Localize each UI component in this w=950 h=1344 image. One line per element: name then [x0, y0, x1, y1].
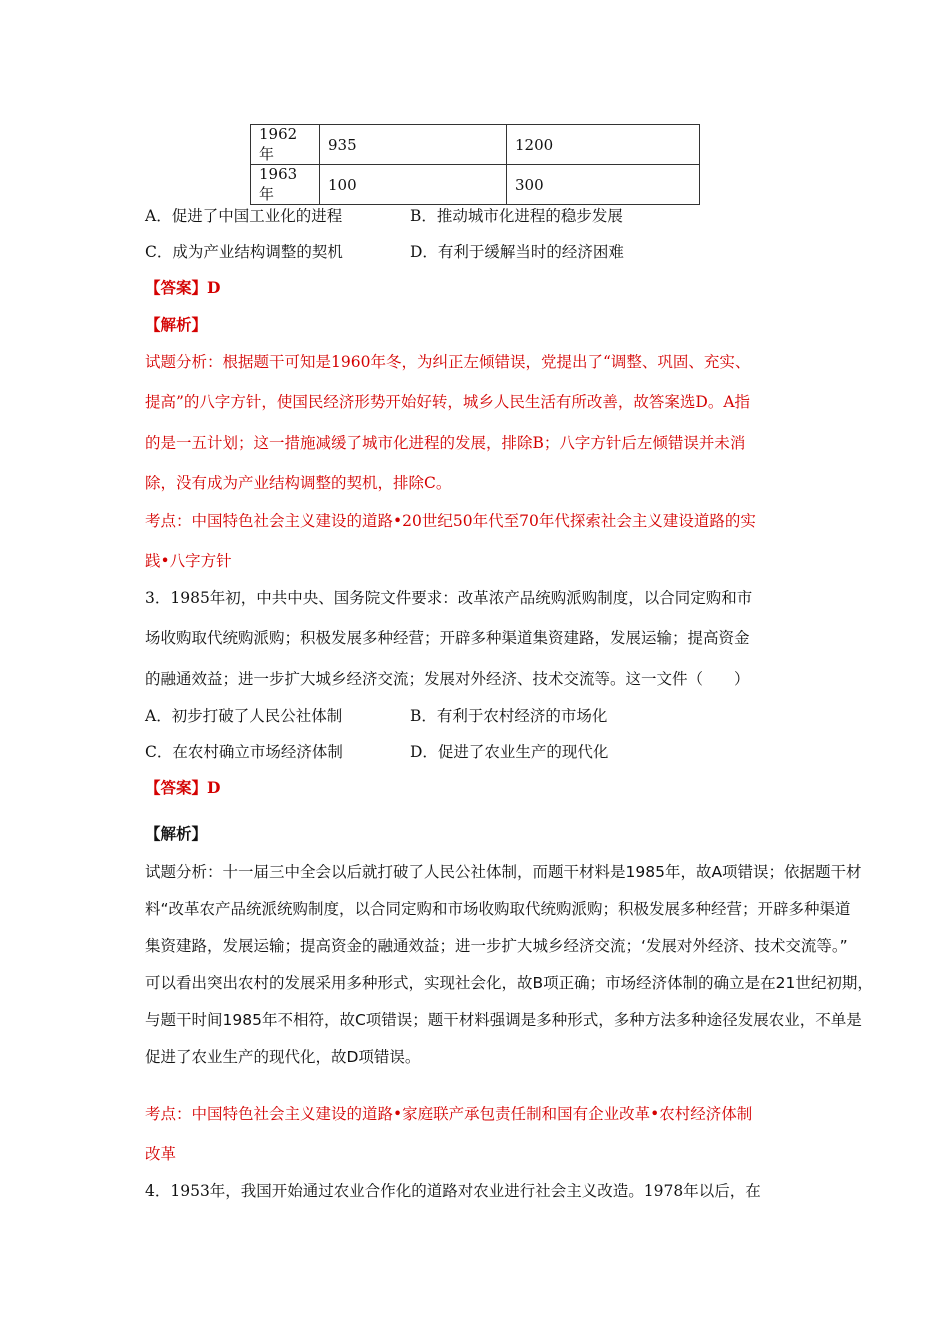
q2-option-c: C．成为产业结构调整的契机: [145, 243, 343, 261]
q3-analysis-line: 可以看出突出农村的发展采用多种形式，实现社会化，故B项正确；市场经济体制的确立是在21世纪初期，: [145, 974, 873, 992]
table-cell: 100: [320, 165, 507, 205]
q2-analysis-line: 的是一五计划；这一措施减缓了城市化进程的发展，排除B；八字方针后左倾错误并未消: [145, 434, 746, 452]
q2-analysis-line: 试题分析：根据题干可知是1960年冬，为纠正左倾错误，党提出了“调整、巩固、充实、: [145, 353, 751, 371]
q3-option-b: B．有利于农村经济的市场化: [410, 707, 608, 725]
data-table: [250, 124, 700, 205]
q3-analysis-line: 料“改革农产品统派统购制度，以合同定购和市场收购取代统购派购；积极发展多种经营；开辟多种渠道: [145, 900, 851, 918]
q3-answer: 【答案】D: [145, 778, 221, 797]
table-cell: 1962年: [251, 125, 320, 165]
q2-option-b: B．推动城市化进程的稳步发展: [410, 207, 623, 225]
q2-kaodian-line: 践•八字方针: [145, 552, 232, 570]
q2-kaodian-line: 考点：中国特色社会主义建设的道路•20世纪50年代至70年代探索社会主义建设道路的实: [145, 512, 756, 530]
q3-stem-line: 场收购取代统购派购；积极发展多种经营；开辟多种渠道集资建路，发展运输；提高资金: [145, 629, 750, 647]
q3-kaodian-line: 考点：中国特色社会主义建设的道路•家庭联产承包责任制和国有企业改革•农村经济体制: [145, 1105, 753, 1123]
table-row: [251, 125, 700, 165]
q2-analysis-heading: 【解析】: [145, 315, 208, 334]
q2-option-d: D．有利于缓解当时的经济困难: [410, 243, 624, 261]
q2-answer: 【答案】D: [145, 278, 221, 297]
q3-kaodian-line: 改革: [145, 1145, 177, 1163]
q2-option-a: A．促进了中国工业化的进程: [145, 207, 343, 225]
q3-option-d: D．促进了农业生产的现代化: [410, 743, 609, 761]
q3-stem-line: 3．1985年初，中共中央、国务院文件要求：改革浓产品统购派购制度，以合同定购和市: [145, 589, 753, 607]
q3-stem-line: 的融通效益；进一步扩大城乡经济交流；发展对外经济、技术交流等。这一文件（ ）: [145, 670, 750, 688]
table-cell: 1963年: [251, 165, 320, 205]
table-cell: 1200: [507, 125, 700, 165]
q3-analysis-line: 试题分析：十一届三中全会以后就打破了人民公社体制，而题干材料是1985年，故A项错误；依据题干材: [145, 863, 862, 881]
q2-analysis-line: 提高”的八字方针，使国民经济形势开始好转，城乡人民生活有所改善，故答案选D。A指: [145, 393, 751, 411]
q4-stem-line: 4．1953年，我国开始通过农业合作化的道路对农业进行社会主义改造。1978年以后，在: [145, 1182, 761, 1200]
table-cell: 300: [507, 165, 700, 205]
table-cell: 935: [320, 125, 507, 165]
table-row: [251, 165, 700, 205]
q3-analysis-line: 促进了农业生产的现代化，故D项错误。: [145, 1048, 421, 1066]
q3-analysis-heading: 【解析】: [145, 825, 208, 843]
q2-analysis-line: 除，没有成为产业结构调整的契机，排除C。: [145, 474, 452, 492]
q3-option-c: C．在农村确立市场经济体制: [145, 743, 343, 761]
q3-analysis-line: 与题干时间1985年不相符，故C项错误；题干材料强调是多种形式，多种方法多种途径发展农业，不单是: [145, 1011, 862, 1029]
q3-option-a: A．初步打破了人民公社体制: [145, 707, 343, 725]
q3-analysis-line: 集资建路，发展运输；提高资金的融通效益；进一步扩大城乡经济交流；‘发展对外经济、技术交流等。”: [145, 937, 848, 955]
